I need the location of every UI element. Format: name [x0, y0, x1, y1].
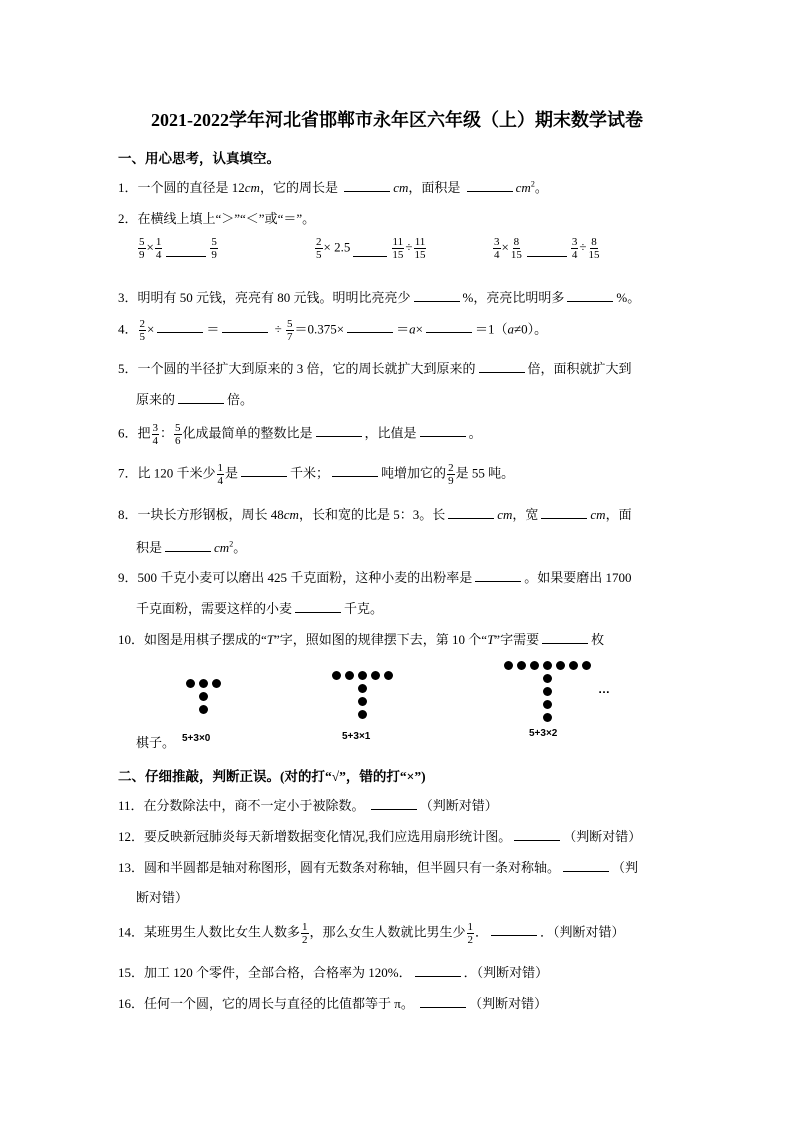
question-5: 5．一个圆的半径扩大到原来的 3 倍，它的周长就扩大到原来的 倍，面积就扩大到: [118, 361, 632, 376]
chess-piece: [186, 679, 195, 688]
chess-piece: [556, 661, 565, 670]
question-8-cont: 积是 $cm^2$。: [136, 539, 247, 555]
answer-blank[interactable]: [347, 320, 393, 333]
chess-piece: [543, 700, 552, 709]
question-15: 15．加工 120 个零件，全部合格，合格率为 120%． ．（判断对错）: [118, 965, 549, 980]
answer-blank[interactable]: [420, 424, 466, 437]
chess-piece: [358, 684, 367, 693]
question-7: 7．比 120 千米少 $\frac{1}{4}$ 是 千米； 吨增加它的 $\frac{2}{9}$ 是 55 吨。: [118, 462, 515, 487]
compare-expr-2: $\frac{2}{5}$ × 2.5 $\frac{11}{15}$ ÷ $\frac{11}{15}$: [316, 236, 426, 261]
chess-piece: [199, 705, 208, 714]
chess-piece: [543, 674, 552, 683]
chess-piece: [543, 687, 552, 696]
answer-blank[interactable]: [527, 244, 567, 257]
answer-blank[interactable]: [166, 244, 206, 257]
ellipsis: …: [598, 682, 610, 696]
section-1-heading: 一、用心思考，认真填空。: [118, 151, 280, 166]
chess-piece: [543, 661, 552, 670]
page-title: 2021-2022学年河北省邯郸市永年区六年级（上）期末数学试卷: [151, 110, 643, 130]
shape-label-2: 5+3×2: [529, 728, 558, 739]
question-13-cont: 断对错）: [136, 890, 189, 905]
chess-piece: [199, 692, 208, 701]
answer-blank[interactable]: [542, 631, 588, 644]
answer-blank[interactable]: [295, 600, 341, 613]
question-11: 11．在分数除法中，商不一定小于被除数。 （判断对错）: [118, 798, 498, 813]
question-12: 12．要反映新冠肺炎每天新增数据变化情况,我们应选用扇形统计图。 （判断对错）: [118, 829, 642, 844]
question-14: 14．某班男生人数比女生人数多 $\frac{1}{2}$ ，那么女生人数就比男生少 $\frac{1}{2}$ ． ．（判断对错）: [118, 921, 625, 946]
chess-piece: [199, 679, 208, 688]
answer-blank[interactable]: [514, 828, 560, 841]
question-9-cont: 千克面粉，需要这样的小麦 千克。: [136, 601, 384, 616]
answer-blank[interactable]: [371, 797, 417, 810]
answer-blank[interactable]: [541, 506, 587, 519]
question-10-cont: 棋子。: [136, 735, 176, 750]
question-5-cont: 原来的 倍。: [136, 392, 254, 407]
question-2: 2．在横线上填上“＞”“＜”或“＝”。: [118, 211, 316, 226]
question-6: 6．把 $\frac{3}{4}$ ： $\frac{5}{6}$ 化成最简单的整数比是 ，比值是 。: [118, 422, 482, 447]
chess-piece: [332, 671, 341, 680]
question-8: 8．一块长方形钢板，周长 48cm，长和宽的比是 5：3。长 cm，宽 cm，面: [118, 507, 632, 522]
answer-blank[interactable]: [415, 964, 461, 977]
answer-blank[interactable]: [448, 506, 494, 519]
chess-piece: [358, 671, 367, 680]
answer-blank[interactable]: [157, 320, 203, 333]
answer-blank[interactable]: [420, 995, 466, 1008]
answer-blank[interactable]: [178, 391, 224, 404]
chess-piece: [371, 671, 380, 680]
answer-blank[interactable]: [241, 464, 287, 477]
question-9: 9．500 千克小麦可以磨出 425 千克面粉，这种小麦的出粉率是 。如果要磨出 1700: [118, 570, 632, 585]
chess-piece: [345, 671, 354, 680]
question-1: 1．一个圆的直径是 12cm，它的周长是 cm，面积是 $cm^2$。: [118, 179, 548, 195]
compare-expr-1: $\frac{5}{9}$ × $\frac{1}{4}$ $\frac{5}{9}$: [139, 236, 217, 261]
answer-blank[interactable]: [491, 923, 537, 936]
answer-blank[interactable]: [563, 859, 609, 872]
shape-label-1: 5+3×1: [342, 731, 371, 742]
answer-blank[interactable]: [467, 179, 513, 192]
question-13: 13．圆和半圆都是轴对称图形，圆有无数条对称轴，但半圆只有一条对称轴。 （判: [118, 860, 639, 875]
chess-piece: [358, 697, 367, 706]
answer-blank[interactable]: [353, 244, 387, 257]
section-2-heading: 二、仔细推敲，判断正误。(对的打“√”，错的打“×”): [118, 769, 426, 784]
chess-piece: [358, 710, 367, 719]
question-4: 4． $\frac{2}{5}$ × ＝ ÷ $\frac{5}{7}$ ＝0.375× ＝a× ＝1（a≠0）。: [118, 318, 548, 343]
chess-piece: [530, 661, 539, 670]
chess-piece: [582, 661, 591, 670]
answer-blank[interactable]: [165, 539, 211, 552]
answer-blank[interactable]: [222, 320, 268, 333]
answer-blank[interactable]: [344, 179, 390, 192]
answer-blank[interactable]: [332, 464, 378, 477]
chess-piece: [517, 661, 526, 670]
shape-label-0: 5+3×0: [182, 733, 211, 744]
question-16: 16．任何一个圆，它的周长与直径的比值都等于 π。 （判断对错）: [118, 996, 548, 1011]
answer-blank[interactable]: [316, 424, 362, 437]
answer-blank[interactable]: [475, 569, 521, 582]
compare-expr-3: $\frac{3}{4}$ × $\frac{8}{15}$ $\frac{3}{4}$ ÷ $\frac{8}{15}$: [494, 236, 600, 261]
question-3: 3．明明有 50 元钱，亮亮有 80 元钱。明明比亮亮少 %，亮亮比明明多 %。: [118, 290, 641, 305]
answer-blank[interactable]: [414, 289, 460, 302]
chess-piece: [504, 661, 513, 670]
chess-piece: [384, 671, 393, 680]
answer-blank[interactable]: [479, 360, 525, 373]
answer-blank[interactable]: [567, 289, 613, 302]
question-10: 10．如图是用棋子摆成的“T”字，照如图的规律摆下去，第 10 个“T”字需要 枚: [118, 632, 605, 647]
answer-blank[interactable]: [426, 320, 472, 333]
chess-piece: [569, 661, 578, 670]
chess-piece: [543, 713, 552, 722]
chess-piece: [212, 679, 221, 688]
